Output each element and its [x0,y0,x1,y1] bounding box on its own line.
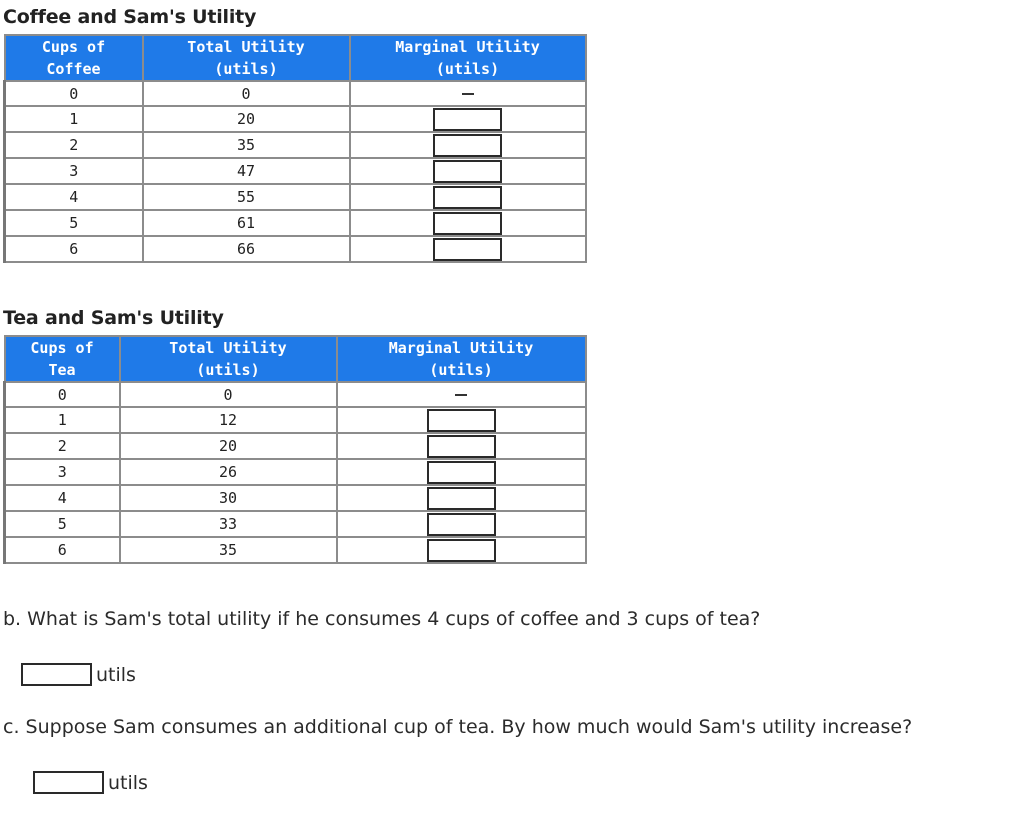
marginal-utility-input[interactable] [433,186,502,209]
marginal-utility-input[interactable] [433,108,502,131]
marginal-utility-cell [350,106,586,132]
marginal-utility-cell [337,537,586,563]
question-c-answer [33,771,148,794]
cups-cell: 1 [5,407,120,433]
table-row [5,236,586,262]
header-line: Tea [48,361,76,379]
marginal-utility-cell [337,511,586,537]
marginal-utility-cell [350,184,586,210]
marginal-utility-cell [337,433,586,459]
coffee-table-body [5,81,586,262]
marginal-utility-input[interactable] [433,238,502,261]
marginal-utility-input[interactable] [427,487,496,510]
marginal-utility-cell [337,485,586,511]
marginal-utility-cell [350,236,586,262]
marginal-utility-input[interactable] [433,160,502,183]
total-utility-cell: 33 [120,511,337,537]
cups-cell: 6 [5,236,143,262]
header-line: Marginal Utility [388,339,534,357]
marginal-utility-input[interactable] [427,409,496,432]
marginal-utility-input[interactable] [433,212,502,235]
question-b-unit: utils [96,663,136,686]
marginal-utility-cell [350,81,586,106]
table-row [5,106,586,132]
cups-cell: 2 [5,132,143,158]
table-row [5,81,586,106]
header-line: Cups of [41,38,106,56]
table-row [5,537,586,563]
cups-cell: 0 [5,81,143,106]
tea-table-title: Tea and Sam's Utility [3,307,224,329]
cups-cell: 5 [5,511,120,537]
marginal-utility-cell [350,210,586,236]
table-row [5,184,586,210]
question-b-answer [21,663,136,686]
total-utility-cell: 61 [143,210,350,236]
header-line: (utils) [196,361,260,379]
cups-cell: 3 [5,158,143,184]
marginal-utility-input[interactable] [427,435,496,458]
table-row [5,459,586,485]
total-utility-cell: 47 [143,158,350,184]
total-utility-cell: 0 [143,81,350,106]
table-row [5,382,586,407]
table-header-row [5,35,586,81]
marginal-utility-input[interactable] [427,461,496,484]
header-marginal-utility [337,336,586,382]
header-cups-of-coffee [5,35,143,81]
cups-cell: 3 [5,459,120,485]
tea-utility-table [3,335,587,564]
total-utility-cell: 20 [120,433,337,459]
cups-cell: 1 [5,106,143,132]
cups-cell: 0 [5,382,120,407]
table-row [5,407,586,433]
question-c-text: c. Suppose Sam consumes an additional cup of tea. By how much would Sam's utility increase? [3,716,913,738]
total-utility-cell: 35 [120,537,337,563]
total-utility-cell: 30 [120,485,337,511]
total-utility-cell: 20 [143,106,350,132]
header-line: Total Utility [187,38,305,56]
cups-cell: 2 [5,433,120,459]
header-cups-of-tea [5,336,120,382]
header-line: Coffee [46,60,101,78]
cups-cell: 6 [5,537,120,563]
table-row [5,132,586,158]
header-total-utility [143,35,350,81]
marginal-utility-cell [337,459,586,485]
marginal-utility-cell [337,382,586,407]
marginal-utility-input[interactable] [427,539,496,562]
table-row [5,158,586,184]
table-row [5,433,586,459]
header-total-utility [120,336,337,382]
marginal-utility-cell [337,407,586,433]
header-marginal-utility [350,35,586,81]
table-row [5,511,586,537]
question-b-answer-input[interactable] [21,663,92,686]
cups-cell: 4 [5,485,120,511]
header-line: Cups of [30,339,94,357]
table-row [5,485,586,511]
marginal-utility-cell [350,132,586,158]
marginal-utility-input[interactable] [433,134,502,157]
question-b-text: b. What is Sam's total utility if he consumes 4 cups of coffee and 3 cups of tea? [3,608,761,630]
dash-mark [462,93,474,95]
marginal-utility-input[interactable] [427,513,496,536]
dash-mark [455,394,467,396]
coffee-table-title: Coffee and Sam's Utility [3,6,257,28]
header-line: (utils) [214,60,278,78]
header-line: Total Utility [169,339,287,357]
total-utility-cell: 55 [143,184,350,210]
tea-table-body [5,382,586,563]
total-utility-cell: 0 [120,382,337,407]
table-row [5,210,586,236]
header-line: (utils) [429,361,493,379]
table-header-row [5,336,586,382]
total-utility-cell: 35 [143,132,350,158]
question-c-answer-input[interactable] [33,771,104,794]
coffee-utility-table [3,34,587,263]
cups-cell: 5 [5,210,143,236]
total-utility-cell: 12 [120,407,337,433]
total-utility-cell: 26 [120,459,337,485]
marginal-utility-cell [350,158,586,184]
question-c-unit: utils [108,771,148,794]
cups-cell: 4 [5,184,143,210]
header-line: Marginal Utility [395,38,540,56]
header-line: (utils) [435,60,500,78]
total-utility-cell: 66 [143,236,350,262]
